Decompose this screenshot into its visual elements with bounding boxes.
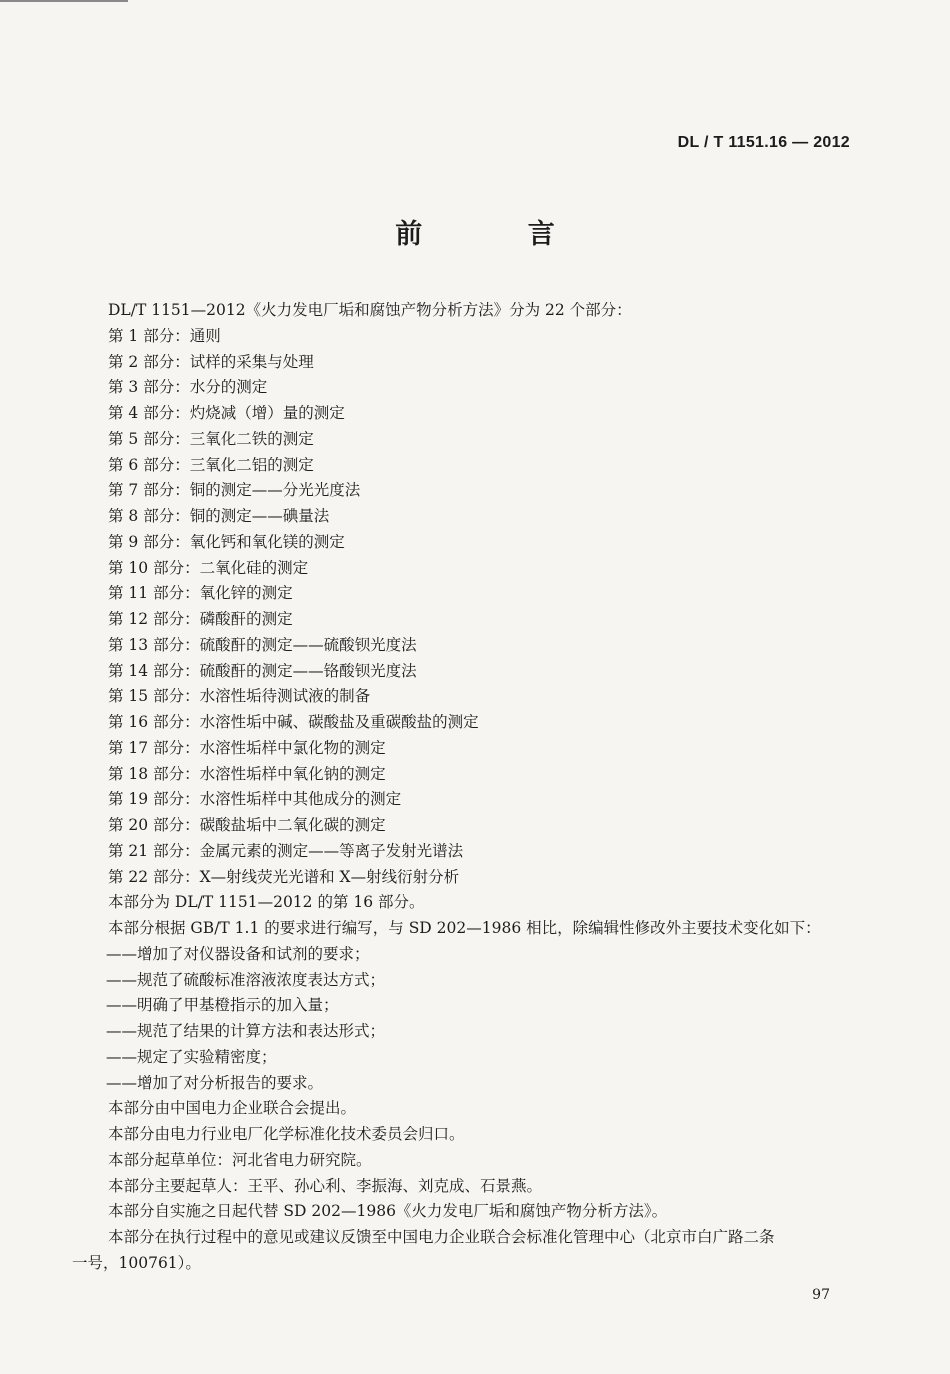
part-list-item: 第 7 部分：铜的测定——分光光度法 [108, 481, 361, 500]
feedback-statement: 本部分在执行过程中的意见或建议反馈至中国电力企业联合会标准化管理中心（北京市白广路二条 [108, 1228, 775, 1246]
proposed-by: 本部分由中国电力企业联合会提出。 [108, 1099, 357, 1118]
part-list-item: 第 10 部分：二氧化硅的测定 [108, 558, 309, 577]
part-list-item: 第 18 部分：水溶性垢样中氧化钠的测定 [108, 764, 386, 783]
part-list-item: 第 14 部分：硫酸酐的测定——铬酸钡光度法 [108, 661, 417, 680]
part-list-item: 第 13 部分：硫酸酐的测定——硫酸钡光度法 [108, 635, 417, 654]
part-list-item: 第 8 部分：铜的测定——碘量法 [108, 507, 330, 525]
part-list-item: 第 4 部分：灼烧减（增）量的测定 [108, 404, 345, 422]
part-list-item: 第 21 部分：金属元素的测定——等离子发射光谱法 [108, 841, 464, 860]
part-list-item: 第 16 部分：水溶性垢中碱、碳酸盐及重碳酸盐的测定 [108, 713, 479, 731]
document-code: DL / T 1151.16 — 2012 [677, 134, 850, 151]
scan-edge-mark [0, 0, 128, 2]
page-title: 前 言 [395, 219, 603, 250]
part-list-item: 第 9 部分：氧化钙和氧化镁的测定 [108, 532, 345, 551]
change-list-item: ——规范了硫酸标准溶液浓度表达方式； [106, 970, 386, 989]
feedback-statement-continued: 一号，100761）。 [72, 1253, 201, 1272]
drafting-unit: 本部分起草单位：河北省电力研究院。 [108, 1150, 372, 1169]
changes-intro: 本部分根据 GB/T 1.1 的要求进行编写，与 SD 202—1986 相比，除编辑性修改外主要技术变化如下： [108, 919, 821, 937]
part-list-item: 第 20 部分：碳酸盐垢中二氧化碳的测定 [108, 816, 386, 834]
change-list-item: ——增加了对分析报告的要求。 [106, 1073, 324, 1092]
part-list-item: 第 3 部分：水分的测定 [108, 378, 268, 397]
part-list-item: 第 19 部分：水溶性垢样中其他成分的测定 [108, 790, 402, 809]
change-list-item: ——增加了对仪器设备和试剂的要求； [106, 944, 370, 963]
preface-body [72, 298, 853, 1277]
part-list-item: 第 17 部分：水溶性垢样中氯化物的测定 [108, 738, 386, 757]
page-number: 97 [812, 1287, 830, 1303]
this-part-statement: 本部分为 DL/T 1151—2012 的第 16 部分。 [108, 893, 425, 912]
change-list-item: ——规范了结果的计算方法和表达形式； [106, 1022, 386, 1040]
change-list-item: ——规定了实验精密度； [106, 1047, 277, 1066]
part-list-item: 第 6 部分：三氧化二铝的测定 [108, 455, 314, 474]
intro-paragraph: DL/T 1151—2012《火力发电厂垢和腐蚀产物分析方法》分为 22 个部分： [108, 301, 632, 319]
part-list-item: 第 11 部分：氧化锌的测定 [108, 584, 293, 603]
replaces-statement: 本部分自实施之日起代替 SD 202—1986《火力发电厂垢和腐蚀产物分析方法》。 [108, 1202, 668, 1221]
part-list-item: 第 22 部分：X—射线荧光光谱和 X—射线衍射分析 [108, 867, 460, 886]
drafters: 本部分主要起草人：王平、孙心利、李振海、刘克成、石景燕。 [108, 1176, 543, 1195]
part-list-item: 第 5 部分：三氧化二铁的测定 [108, 429, 314, 448]
change-list-item: ——明确了甲基橙指示的加入量； [106, 996, 339, 1015]
managed-by: 本部分由电力行业电厂化学标准化技术委员会归口。 [108, 1125, 465, 1143]
part-list-item: 第 1 部分：通则 [108, 326, 221, 345]
part-list-item: 第 2 部分：试样的采集与处理 [108, 352, 314, 371]
part-list-item: 第 15 部分：水溶性垢待测试液的制备 [108, 687, 371, 706]
part-list-item: 第 12 部分：磷酸酐的测定 [108, 610, 293, 628]
